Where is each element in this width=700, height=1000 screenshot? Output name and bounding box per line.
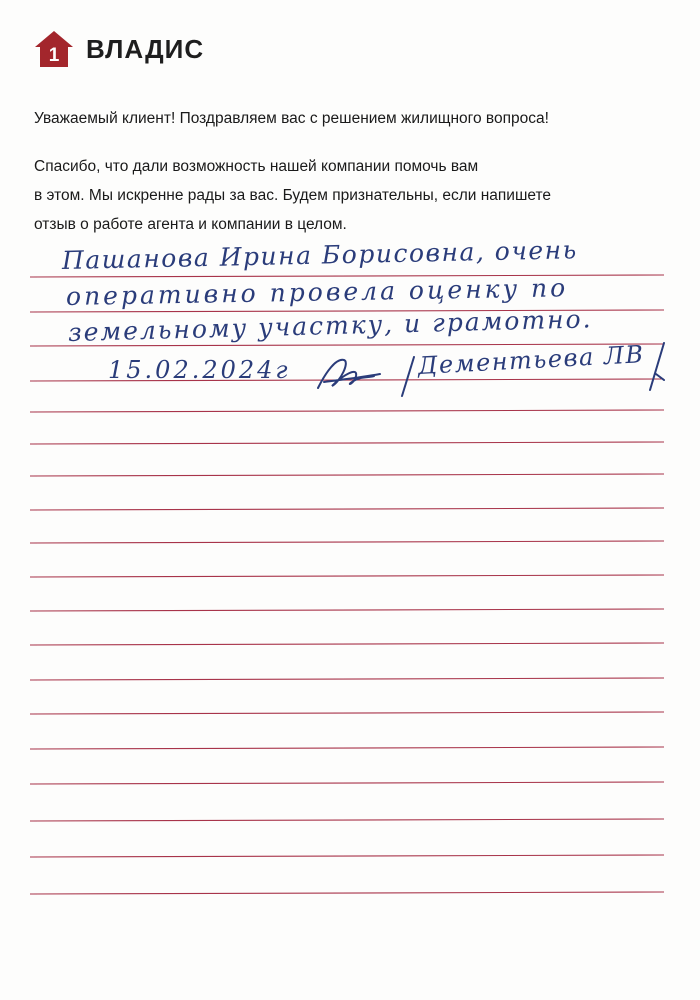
ruled-line bbox=[30, 508, 664, 510]
handwritten-date: 15.02.2024г bbox=[108, 356, 291, 384]
request-line: Спасибо, что дали возможность нашей компании помочь вам bbox=[34, 158, 479, 175]
logo-digit: 1 bbox=[48, 45, 60, 66]
handwritten-bracket bbox=[396, 354, 418, 400]
ruled-line bbox=[30, 819, 664, 821]
ruled-line bbox=[30, 410, 664, 412]
ruled-line bbox=[30, 541, 664, 543]
company-name: ВЛАДИС bbox=[86, 33, 205, 64]
handwritten-bracket bbox=[640, 340, 670, 396]
ruled-line bbox=[30, 747, 664, 749]
ruled-line bbox=[30, 712, 664, 714]
greeting-text: Уважаемый клиент! Поздравляем вас с решением жилищного вопроса! bbox=[34, 110, 549, 127]
ruled-line bbox=[30, 609, 664, 611]
ruled-line bbox=[30, 782, 664, 784]
handwritten-review-line: Пашанова Ирина Борисовна, очень bbox=[61, 235, 579, 275]
ruled-line bbox=[30, 678, 664, 680]
ruled-line bbox=[30, 855, 664, 857]
request-line: отзыв о работе агента и компании в целом. bbox=[34, 216, 347, 233]
ruled-line bbox=[30, 892, 664, 894]
ruled-line bbox=[30, 474, 664, 476]
ruled-line bbox=[30, 643, 664, 645]
ruled-line bbox=[30, 575, 664, 577]
handwritten-review-line: оперативно провела оценку по bbox=[65, 273, 569, 311]
handwritten-author-name: Дементьева ЛВ bbox=[417, 340, 646, 380]
handwritten-signature bbox=[312, 352, 386, 396]
request-line: в этом. Мы искренне рады за вас. Будем признательны, если напишете bbox=[34, 187, 552, 204]
ruled-line bbox=[30, 442, 664, 444]
handwritten-review-line: земельному участку, и грамотно. bbox=[67, 304, 593, 347]
